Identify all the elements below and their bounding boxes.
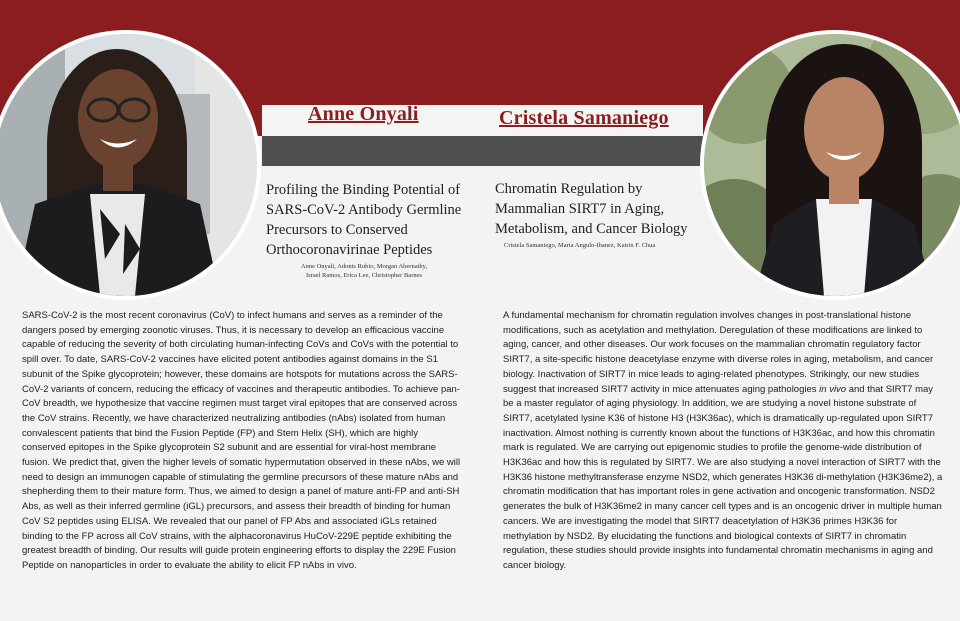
divider-gray-band <box>262 136 703 166</box>
poster-title-left: Profiling the Binding Potential of SARS-CoV-2 Antibody Germline Precursors to Conserved Orthocoronavirinae Peptides <box>266 182 462 258</box>
abstract-left: SARS-CoV-2 is the most recent coronavirus (CoV) to infect humans and serves as a reminder of the dangers posed by emerging zoonotic viruses. Thus, it is necessary to develop an efficacious vaccine capable of reducing the severity of both circulating human-infecting CoVs and CoVs with the potential to spill over. To date, SARS-CoV-2 vaccines have elicited potent antibodies against domains in the S1 subunit of the Spike glycoprotein; however, these domains are hotspots for mutations across the SARS-CoV-2 variants of concern, reducing the efficacy of vaccines and therapeutic antibodies. To achieve pan-CoV breadth, we hypothesize that vaccine regimen must target viral epitopes that are conserved across the CoV strains. Recently, we have characterized neutralizing antibodies (nAbs) isolated from human convalescent patients that bind the Fusion Peptide (FP) and Stem Helix (SH), which are highly conserved epitopes in the Spike glycoprotein S2 subunit and are essential for viral-host membrane fusion. We predict that, given the higher levels of somatic hypermutation observed in these nAbs, we will need to design an immunogen capable of stimulating the germline precursors of these mature nAbs and shepherding them to their mature form. Thus, we aimed to design a panel of mature anti-FP and anti-SH Abs, as well as their inferred germline (iGL) precursors, and assess their breadth of binding for human CoV S2 peptides using ELISA. We revealed that our panel of FP Abs and associated iGLs retained binding to the FP across all CoV strains, with the alphacoronavirus HuCoV-229E peptide exhibiting the greatest breadth of binding. Our results will guide protein engineering efforts to display the 229E Fusion Peptide on nanoparticles in order to evaluate the ability to elicit FP nAbs in vivo. <box>22 310 461 571</box>
portrait-cristela-samaniego <box>700 30 960 300</box>
author-name-anne-onyali: Anne Onyali <box>308 103 419 125</box>
author-list-left: Anne Onyali, Adonis Rubio, Morgan Abernathy, Israel Ramos, Erica Lee, Christopher Barnes <box>300 263 428 279</box>
abstract-right <box>503 309 943 574</box>
abstract-right-part1: A fundamental mechanism for chromatin regulation involves changes in post-translational histone modifications, such as acetylation and methylation. Deregulation of these modifications are linked to aging, cancer, and other diseases. Our work focuses on the mammalian chromatin regulatory factor SIRT7, a site-specific histone deacetylase enzyme with diverse roles in aging, metabolism, and cancer biology. Inactivation of SIRT7 in mice leads to aging-related phenotypes. Strikingly, our new studies suggest that increased SIRT7 activity in mice attenuates aging pathologies <box>503 310 934 395</box>
author-list-right: Cristela Samaniego, Maria Angulo-Ibanez, Katrin F. Chua <box>504 242 656 249</box>
portrait-cristela-samaniego-image <box>704 34 960 296</box>
portrait-anne-onyali-image <box>0 34 257 296</box>
poster-title-right: Chromatin Regulation by Mammalian SIRT7 in Aging, Metabolism, and Cancer Biology <box>495 181 688 237</box>
abstract-right-italic: in vivo <box>819 383 847 395</box>
author-name-cristela-samaniego: Cristela Samaniego <box>499 107 669 129</box>
portrait-anne-onyali <box>0 30 261 300</box>
abstract-right-part2: and that SIRT7 may be a master regulator of aging physiology. In addition, we are studying a novel histone substrate of SIRT7, acetylated lysine K36 of histone H3 (H3K36ac), which is dramatically up-regulated upon SIRT7 inactivation. Almost nothing is currently known about the functions of H3K36ac, and how this chromatin mark is regulated. We are carrying out epigenomic studies to profile the genome-wide distribution of H3K36ac and how this is regulated by SIRT7. We are also studying a novel interaction of SIRT7 with the H3K36 histone methyltransferase enzyme NSD2, which generates H3K36 di-methylation (H3K36me2), a chromatin modification that has important roles in gene activation and oncogenic transformation. NSD2 generates the bulk of H3K36me2 in many cancer cell types and is an oncogenic driver in multiple human cancers. We are investigating the model that SIRT7 deacetylation of H3K36 primes H3K36 for methylation by NSD2. By elucidating the functions and biological contexts of SIRT7 in chromatin regulation, these studies should provide insights into fundamental chromatin mechanisms in aging and cancer biology. <box>503 383 943 571</box>
